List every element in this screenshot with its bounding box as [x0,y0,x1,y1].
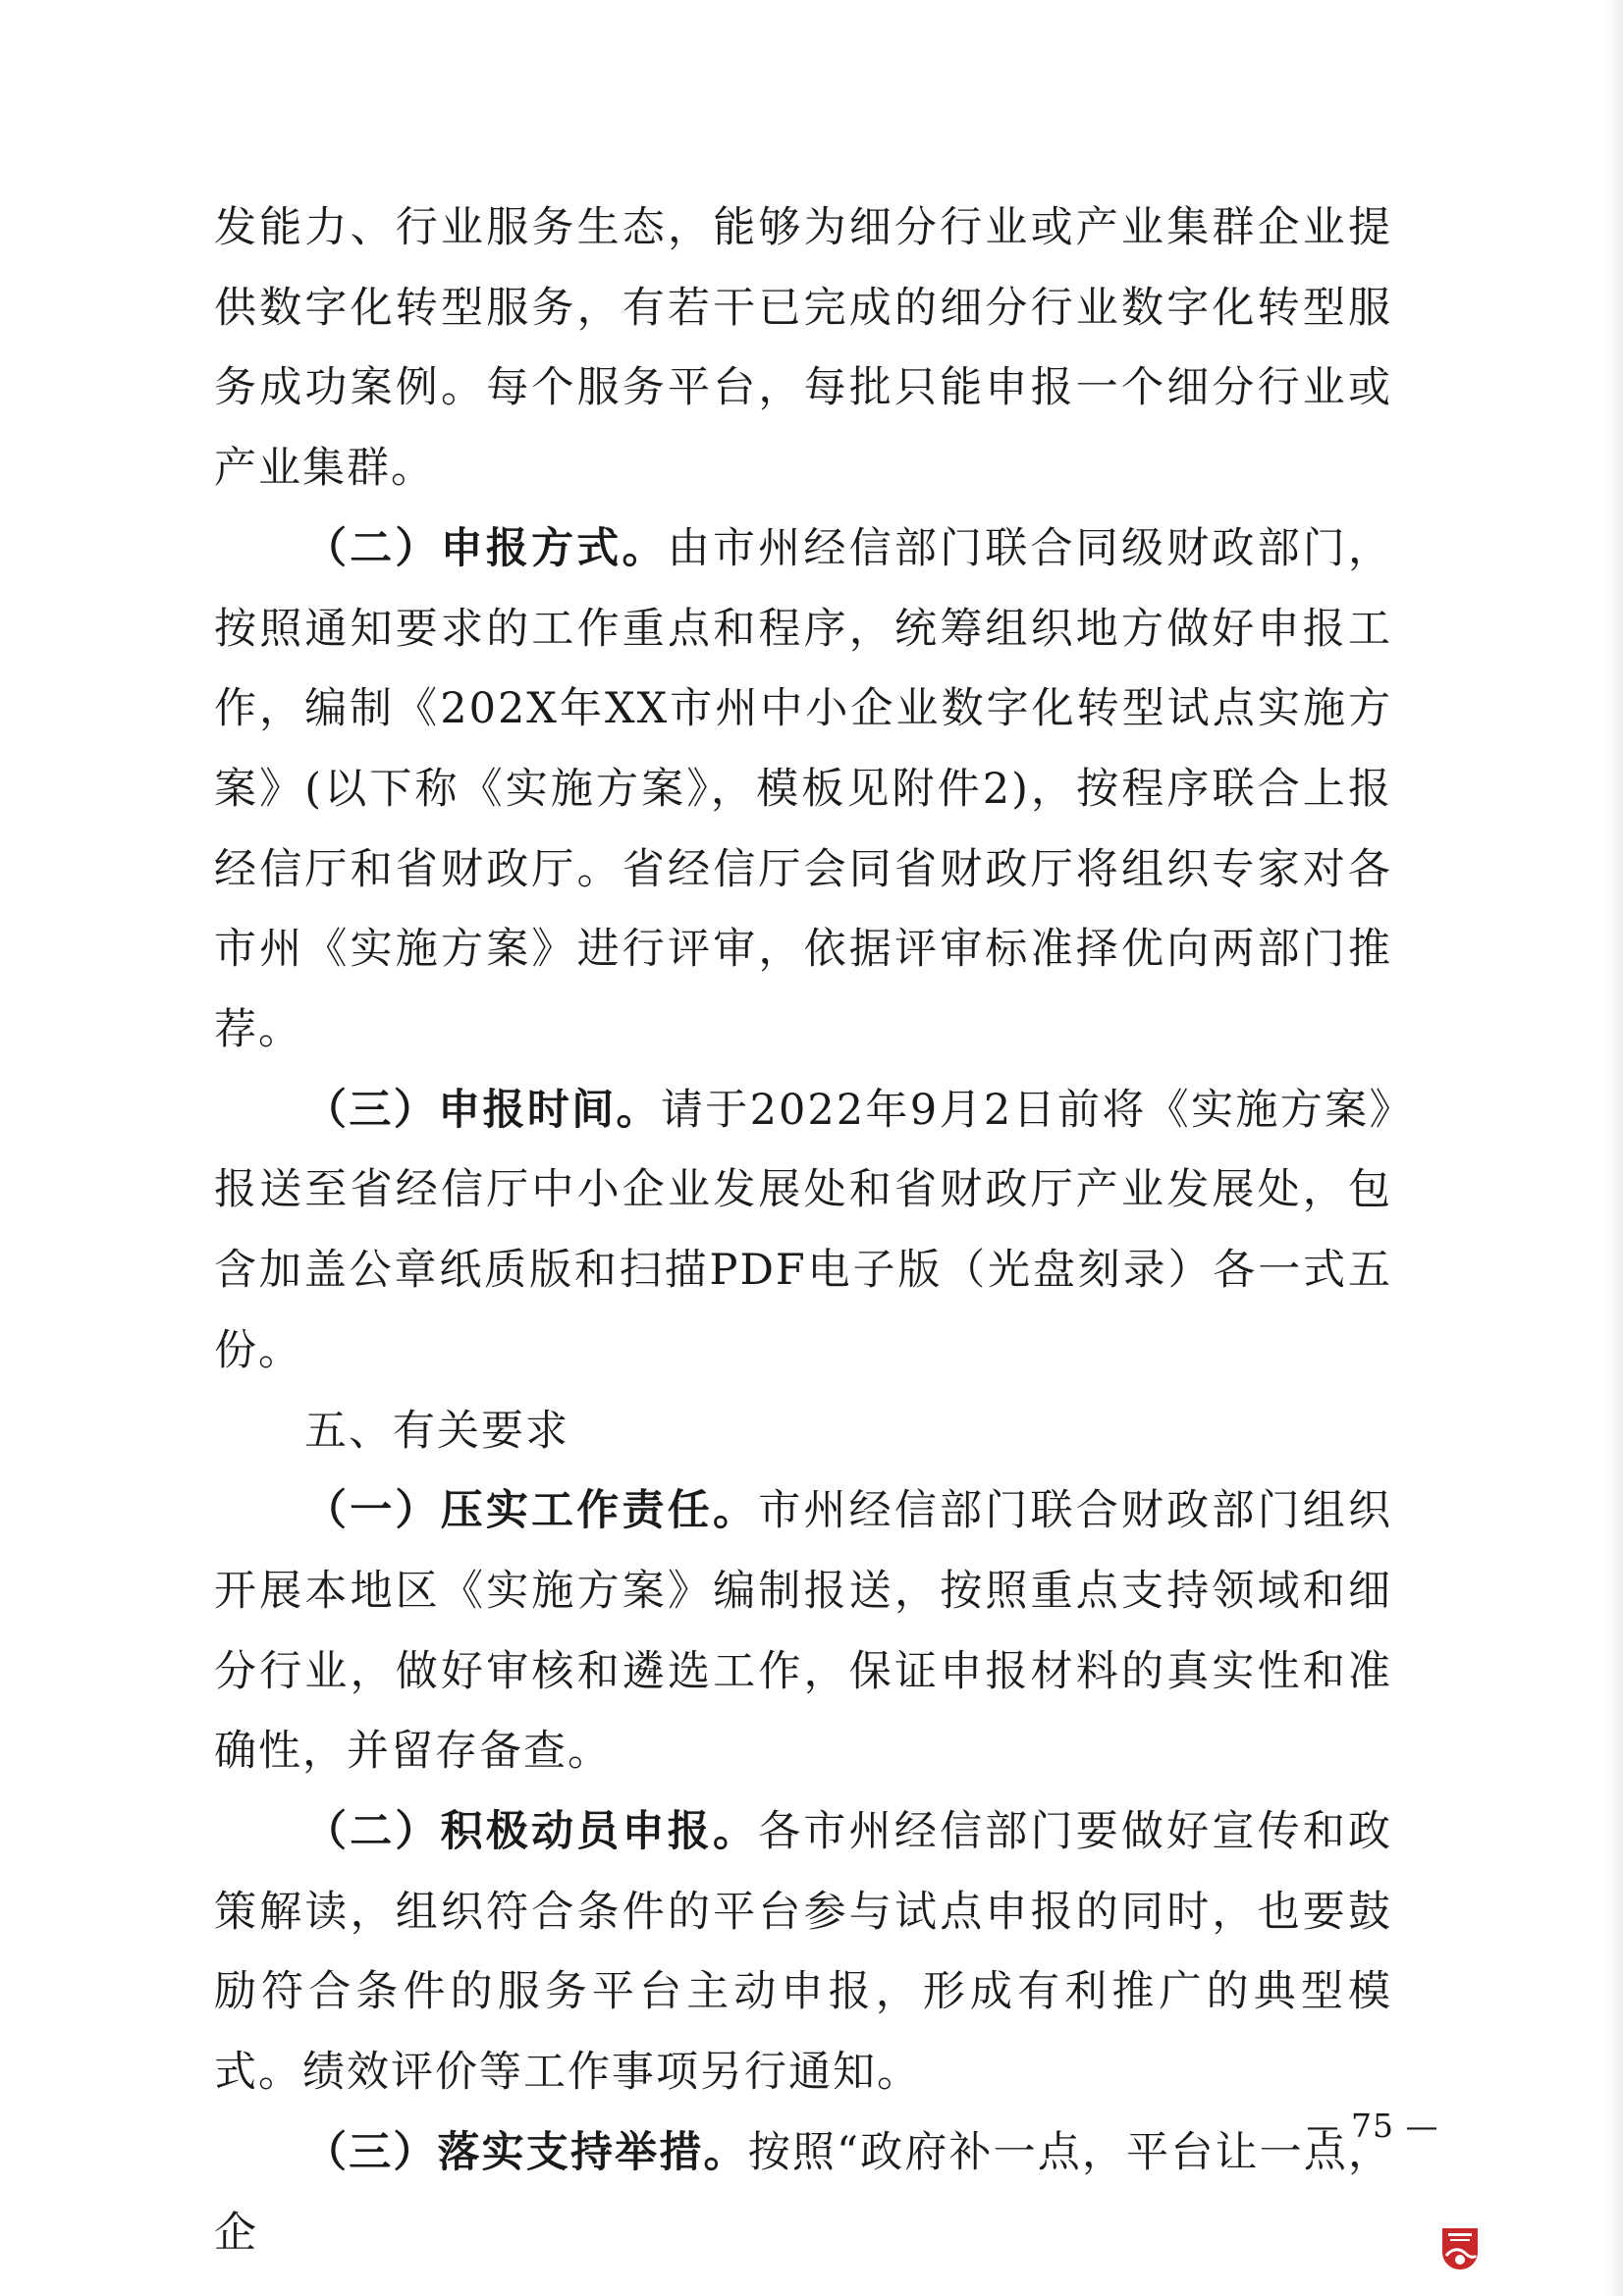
paragraph-text: 市州经信部门联合财政部门组织开展本地区《实施方案》编制报送，按照重点支持领域和细分行业，做好审核和遴选工作，保证申报材料的真实性和准确性，并留存备查。 [214,1486,1393,1777]
paragraph-application-time [214,1071,1392,1392]
paragraph-heading: （三）落实支持举措。 [304,2127,748,2177]
paragraph-application-method [214,509,1392,1071]
paragraph-heading: （二）申报方式。 [304,523,668,573]
paragraph-text: 各市州经信部门要做好宣传和政策解读，组织符合条件的平台参与试点申报的同时，也要鼓励符合条件的服务平台主动申报，形成有利推广的典型模式。绩效评价等工作事项另行通知。 [214,1807,1393,2098]
paragraph-text: 请于2022年9月2日前将《实施方案》报送至省经信厅中小企业发展处和省财政厅产业发展处，包含加盖公章纸质版和扫描PDF电子版（光盘刻录）各一式五份。 [214,1085,1392,1375]
paragraph-text: 由市州经信部门联合同级财政部门，按照通知要求的工作重点和程序，统筹组织地方做好申报工作，编制《202X年XX市州中小企业数字化转型试点实施方案》(以下称《实施方案》，模板见附件2)，按程序联合上报经信厅和省财政厅。省经信厅会同省财政厅将组织专家对各市州《实施方案》进行评审，依据评审标准择优向两部门推荐。 [214,523,1393,1055]
paragraph-responsibility [214,1471,1392,1792]
section-heading-text: 五、有关要求 [304,1406,569,1456]
section-heading-requirements [214,1392,1392,1472]
page-edge-shadow [1607,0,1623,2296]
paragraph-continuation [214,188,1392,509]
paragraph-support-measures [214,2113,1392,2273]
paragraph-heading: （三）申报时间。 [304,1085,661,1135]
document-body [214,188,1392,2273]
paragraph-text: 发能力、行业服务生态，能够为细分行业或产业集群企业提供数字化转型服务，有若干已完成的细分行业数字化转型服务成功案例。每个服务平台，每批只能申报一个细分行业或产业集群。 [214,203,1392,494]
page-number: — 75 — [1306,2107,1439,2145]
paragraph-mobilization [214,1792,1392,2113]
paragraph-heading: （二）积极动员申报。 [304,1807,759,1857]
red-seal-icon [1438,2226,1482,2271]
paragraph-text: 按照“政府补一点，平台让一点，企 [214,2127,1393,2258]
paragraph-heading: （一）压实工作责任。 [304,1486,759,1536]
